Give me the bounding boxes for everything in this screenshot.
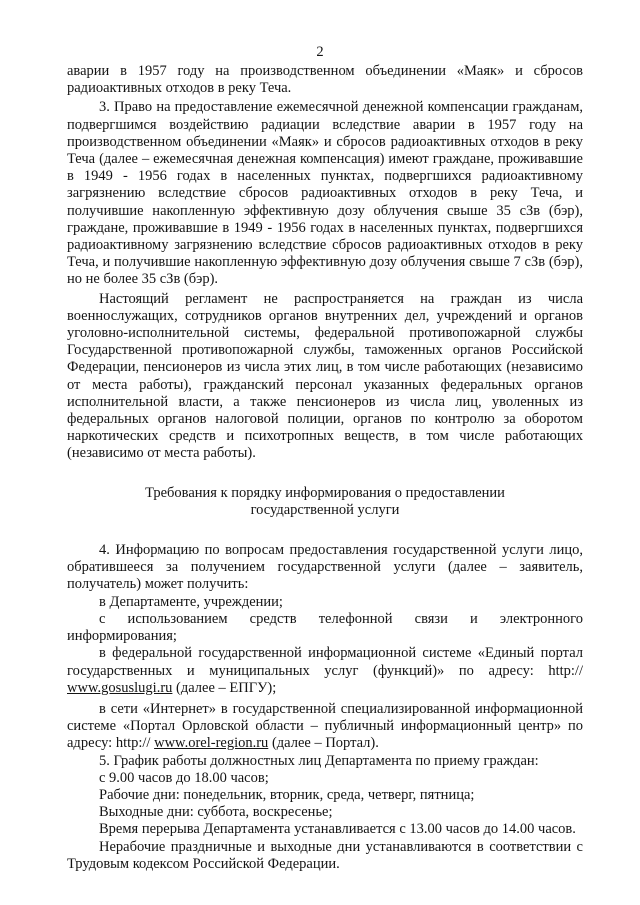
gosuslugi-link[interactable]: www.gosuslugi.ru [67,679,173,696]
paragraph-5: 5. График работы должностных лиц Департамента по приему граждан: [99,752,539,769]
paragraph-3: 3. Право на предоставление ежемесячной денежной компенсации гражданам, подвергшимся воздействию радиации вследствие аварии в 1957 году на производственном объединении «Маяк» и сбросов радиоактивных отходов в реку Теча (далее – ежемесячная денежная компенсация) имеют граждане, проживавшие в 1949 - 1956 годах в населенных пунктах, подвергшихся радиоактивному загрязнению вследствие сбросов радиоактивных отходов в реку Теча, и получившие накопленную эффективную дозу облучения свыше 35 сЗв (бэр), граждане, проживавшие в 1949 - 1956 годах в населенных пунктах, подвергшихся радиоактивному загрязнению вследствие сбросов радиоактивных отходов в реку Теча, и получившие накопленную эффективную дозу облучения свыше 7 сЗв (бэр), но не более 35 сЗв (бэр). [67,99,583,288]
orel-region-link[interactable]: www.orel-region.ru [154,735,269,752]
epgu-text-after: (далее – ЕПГУ); [172,679,277,696]
schedule-hours: с 9.00 часов до 18.00 часов; [99,769,269,786]
schedule-break: Время перерыва Департамента устанавливается с 13.00 часов до 14.00 часов. [99,821,576,838]
page-number: 2 [316,44,324,60]
section-heading [67,485,583,519]
schedule-holidays: Нерабочие праздничные и выходные дни устанавливаются в соответствии с Трудовым кодексом Российской Федерации. [67,838,583,872]
section-heading-line-1: Требования к порядку информирования о предоставлении [145,484,505,501]
document-body [67,63,583,873]
paragraph-4: 4. Информацию по вопросам предоставления государственной услуги лицо, обратившееся за получением государственной услуги (далее – заявитель, получатель) может получить: [67,542,583,593]
list-item-portal [67,701,583,753]
list-item-phone: с использованием средств телефонной связи и электронного информирования; [67,610,583,645]
schedule-workdays: Рабочие дни: понедельник, вторник, среда, четверг, пятница; [99,786,475,803]
portal-text-after: (далее – Портал). [268,735,379,752]
paragraph-continuation: аварии в 1957 году на производственном объединении «Маяк» и сбросов радиоактивных отходов в реку Теча. [67,63,583,97]
portal-text-before: в сети «Интернет» в государственной специализированной информационной системе «Портал Орловской области – публичный информационный центр» по адресу: http:// [67,700,583,752]
section-heading-line-2: государственной услуги [250,501,400,518]
schedule-weekend: Выходные дни: суббота, воскресенье; [99,804,333,821]
list-item-epgu [67,645,583,697]
list-item-department: в Департаменте, учреждении; [99,593,283,610]
paragraph-exclusions: Настоящий регламент не распространяется на граждан из числа военнослужащих, сотрудников органов внутренних дел, учреждений и органов уголовно-исполнительной системы, федеральной противопожарной службы Государственной противопожарной службы, таможенных органов Российской Федерации, пенсионеров из числа этих лиц, в том числе работающих (независимо от места работы), гражданский персонал указанных федеральных органов исполнительной власти, а также пенсионеров из числа лиц, уволенных из федеральных органов налоговой полиции, органов по контролю за оборотом наркотических средств и психотропных веществ, в том числе работающих (независимо от места работы). [67,290,583,462]
epgu-text-before: в федеральной государственной информационной системе «Единый портал государственных и муниципальных услуг (функций)» по адресу: http:// [67,645,583,679]
